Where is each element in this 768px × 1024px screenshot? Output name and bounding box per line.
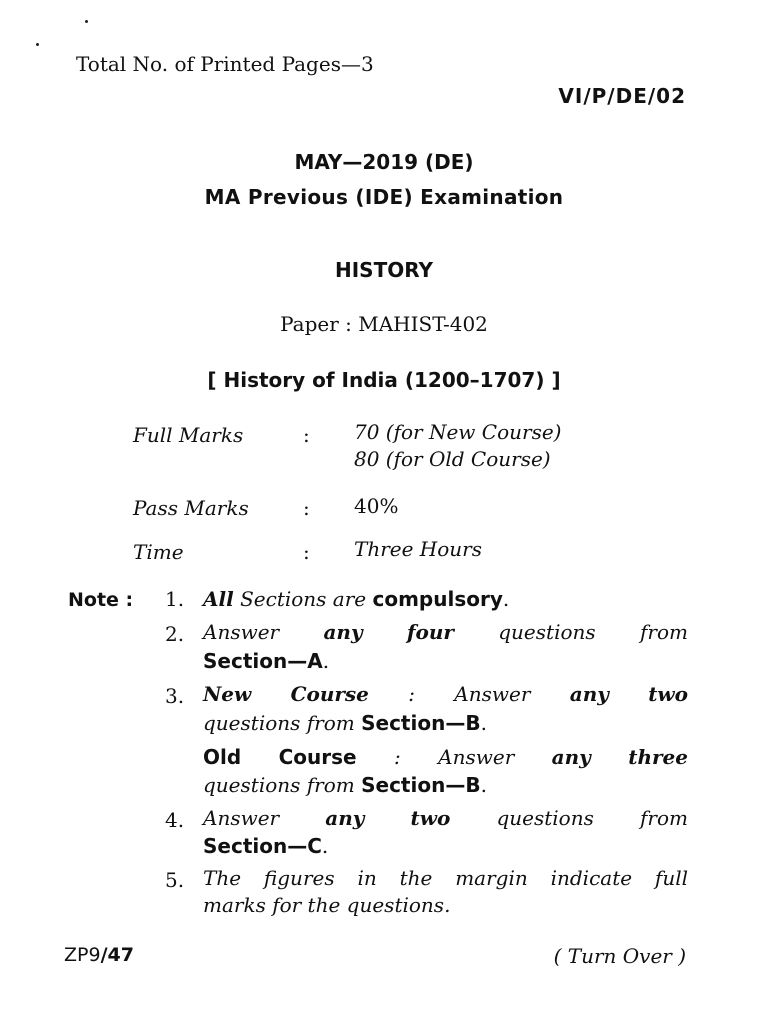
full-marks-label: Full Marks xyxy=(133,423,244,447)
speck-mark xyxy=(85,20,88,23)
exam-session: MAY—2019 (DE) xyxy=(294,150,474,174)
time-value: Three Hours xyxy=(354,537,482,561)
printed-pages-count: Total No. of Printed Pages—3 xyxy=(76,52,374,76)
colon: : xyxy=(303,423,310,447)
note-number: 4. xyxy=(165,808,185,832)
footer-code: ZP9/47 xyxy=(64,944,134,966)
note-2-line-1: Answer any four questions from xyxy=(203,620,688,644)
paper-code: VI/P/DE/02 xyxy=(558,84,686,108)
speck-mark xyxy=(36,43,39,46)
note-4-line-2: Section—C. xyxy=(203,834,329,858)
turn-over-label: ( Turn Over ) xyxy=(553,944,686,968)
paper-number: Paper : MAHIST-402 xyxy=(280,312,488,336)
colon: : xyxy=(303,496,310,520)
full-marks-new: 70 (for New Course) xyxy=(354,420,562,444)
note-3-line-3: Old Course : Answer any three xyxy=(203,745,688,769)
note-label: Note : xyxy=(68,589,134,611)
note-5-line-2: marks for the questions. xyxy=(203,893,451,917)
note-number: 3. xyxy=(165,684,185,708)
colon: : xyxy=(303,540,310,564)
note-5-line-1: The figures in the margin indicate full xyxy=(203,866,688,890)
note-3-line-1: New Course : Answer any two xyxy=(203,682,688,706)
note-number: 5. xyxy=(165,868,185,892)
full-marks-old: 80 (for Old Course) xyxy=(354,447,551,471)
note-4-line-1: Answer any two questions from xyxy=(203,806,688,830)
subject-title: HISTORY xyxy=(334,258,434,282)
note-2-line-2: Section—A. xyxy=(203,649,330,673)
exam-name: MA Previous (IDE) Examination xyxy=(204,185,564,209)
note-3-line-4: questions from Section—B. xyxy=(203,773,487,797)
note-number: 1. xyxy=(165,587,185,611)
time-label: Time xyxy=(133,540,184,564)
pass-marks-label: Pass Marks xyxy=(133,496,249,520)
paper-title: [ History of India (1200–1707) ] xyxy=(207,368,561,392)
note-1-text: All Sections are compulsory. xyxy=(203,587,510,611)
note-number: 2. xyxy=(165,622,185,646)
pass-marks-value: 40% xyxy=(354,494,399,518)
note-3-line-2: questions from Section—B. xyxy=(203,711,487,735)
